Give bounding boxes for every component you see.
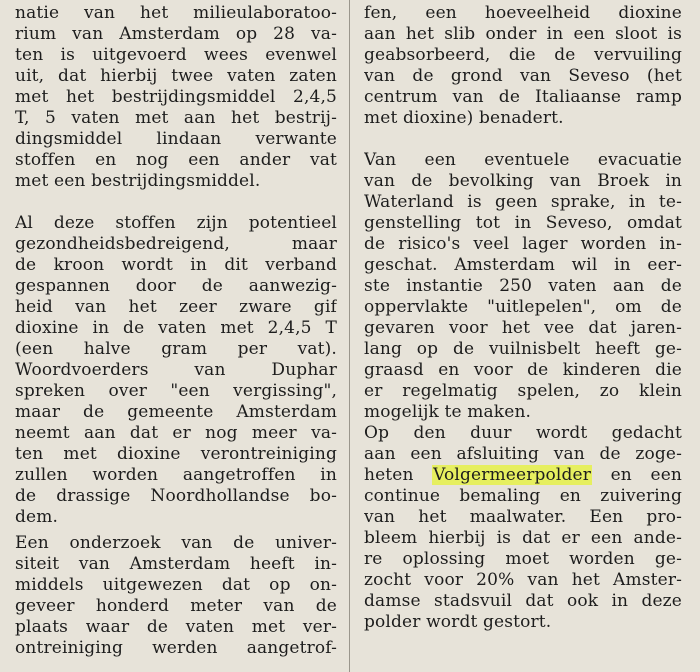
paragraph-gap (15, 192, 337, 213)
text-line: gespannen door de aanwezig- (15, 276, 337, 296)
highlighted-term: Volgermeerpolder (433, 465, 592, 485)
text-line: genstelling tot in Seveso, omdat (364, 213, 682, 233)
text-line: plaats waar de vaten met ver- (15, 617, 337, 637)
text-line: geschat. Amsterdam wil in eer- (364, 255, 682, 275)
text-line: (een halve gram per vat). (15, 339, 337, 359)
text-line: Waterland is geen sprake, in te- (364, 192, 682, 212)
text-line: Op den duur wordt gedacht (364, 423, 682, 443)
text-line: continue bemaling en zuivering (364, 486, 682, 506)
text-line: stoffen en nog een ander vat (15, 150, 337, 170)
text-line: zocht voor 20% van het Amster- (364, 570, 682, 590)
text-line: geveer honderd meter van de (15, 596, 337, 616)
text-line: siteit van Amsterdam heeft in- (15, 554, 337, 574)
text-line: bleem hierbij is dat er een ande- (364, 528, 682, 548)
text-line: uit, dat hierbij twee vaten zaten (15, 66, 337, 86)
text-fragment: en een (592, 465, 682, 485)
text-line: dem. (15, 507, 59, 527)
text-line: dioxine in de vaten met 2,4,5 T (15, 318, 337, 338)
text-line: gevaren voor het vee dat jaren- (364, 318, 682, 338)
text-line: spreken over "een vergissing", (15, 381, 337, 401)
text-line: heid van het zeer zware gif (15, 297, 337, 317)
text-line: fen, een hoeveelheid dioxine (364, 3, 682, 23)
text-line: graasd en voor de kinderen die (364, 360, 682, 380)
text-line: met dioxine) benadert. (364, 108, 564, 128)
text-line: maar de gemeente Amsterdam (15, 402, 337, 422)
text-line: middels uitgewezen dat op on- (15, 575, 337, 595)
text-line: geabsorbeerd, die de vervuiling (364, 45, 682, 65)
paragraph-gap (364, 129, 682, 150)
text-line (364, 465, 682, 486)
text-line: aan het slib onder in een sloot is (364, 24, 682, 44)
text-line: oppervlakte "uitlepelen", om de (364, 297, 682, 317)
text-line: ten met dioxine verontreiniging (15, 444, 337, 464)
text-line: van de grond van Seveso (het (364, 66, 682, 86)
text-line: ten is uitgevoerd wees evenwel (15, 45, 337, 65)
text-line: ontreiniging werden aangetrof- (15, 638, 337, 658)
text-line: de risico's veel lager worden in- (364, 234, 682, 254)
text-line: damse stadsvuil dat ook in deze (364, 591, 682, 611)
text-line: er regelmatig spelen, zo klein (364, 381, 682, 401)
text-line: natie van het milieulaboratoo- (15, 3, 337, 23)
text-line: van de bevolking van Broek in (364, 171, 682, 191)
text-line: lang op de vuilnisbelt heeft ge- (364, 339, 682, 359)
text-line: met het bestrijdingsmiddel 2,4,5 (15, 87, 337, 107)
text-line: rium van Amsterdam op 28 va- (15, 24, 337, 44)
text-line: van het maalwater. Een pro- (364, 507, 682, 527)
text-line: met een bestrijdingsmiddel. (15, 171, 261, 191)
text-line: Van een eventuele evacuatie (364, 150, 682, 170)
text-line: gezondheidsbedreigend, maar (15, 234, 337, 254)
text-line: de drassige Noordhollandse bo- (15, 486, 337, 506)
column-divider (349, 0, 350, 672)
text-line: de kroon wordt in dit verband (15, 255, 337, 275)
text-line: mogelijk te maken. (364, 402, 532, 422)
article-column-right (364, 3, 682, 633)
text-line: zullen worden aangetroffen in (15, 465, 337, 485)
text-line: Een onderzoek van de univer- (15, 533, 337, 553)
text-line: polder wordt gestort. (364, 612, 552, 632)
text-line: neemt aan dat er nog meer va- (15, 423, 337, 443)
text-line: ste instantie 250 vaten aan de (364, 276, 682, 296)
text-fragment: heten (364, 465, 433, 485)
article-column-left (15, 3, 337, 659)
text-line: aan een afsluiting van de zoge- (364, 444, 682, 464)
text-line: Al deze stoffen zijn potentieel (15, 213, 337, 233)
text-line: dingsmiddel lindaan verwante (15, 129, 337, 149)
text-line: Woordvoerders van Duphar (15, 360, 337, 380)
text-line: T, 5 vaten met aan het bestrij- (15, 108, 337, 128)
text-line: centrum van de Italiaanse ramp (364, 87, 682, 107)
text-line: re oplossing moet worden ge- (364, 549, 682, 569)
